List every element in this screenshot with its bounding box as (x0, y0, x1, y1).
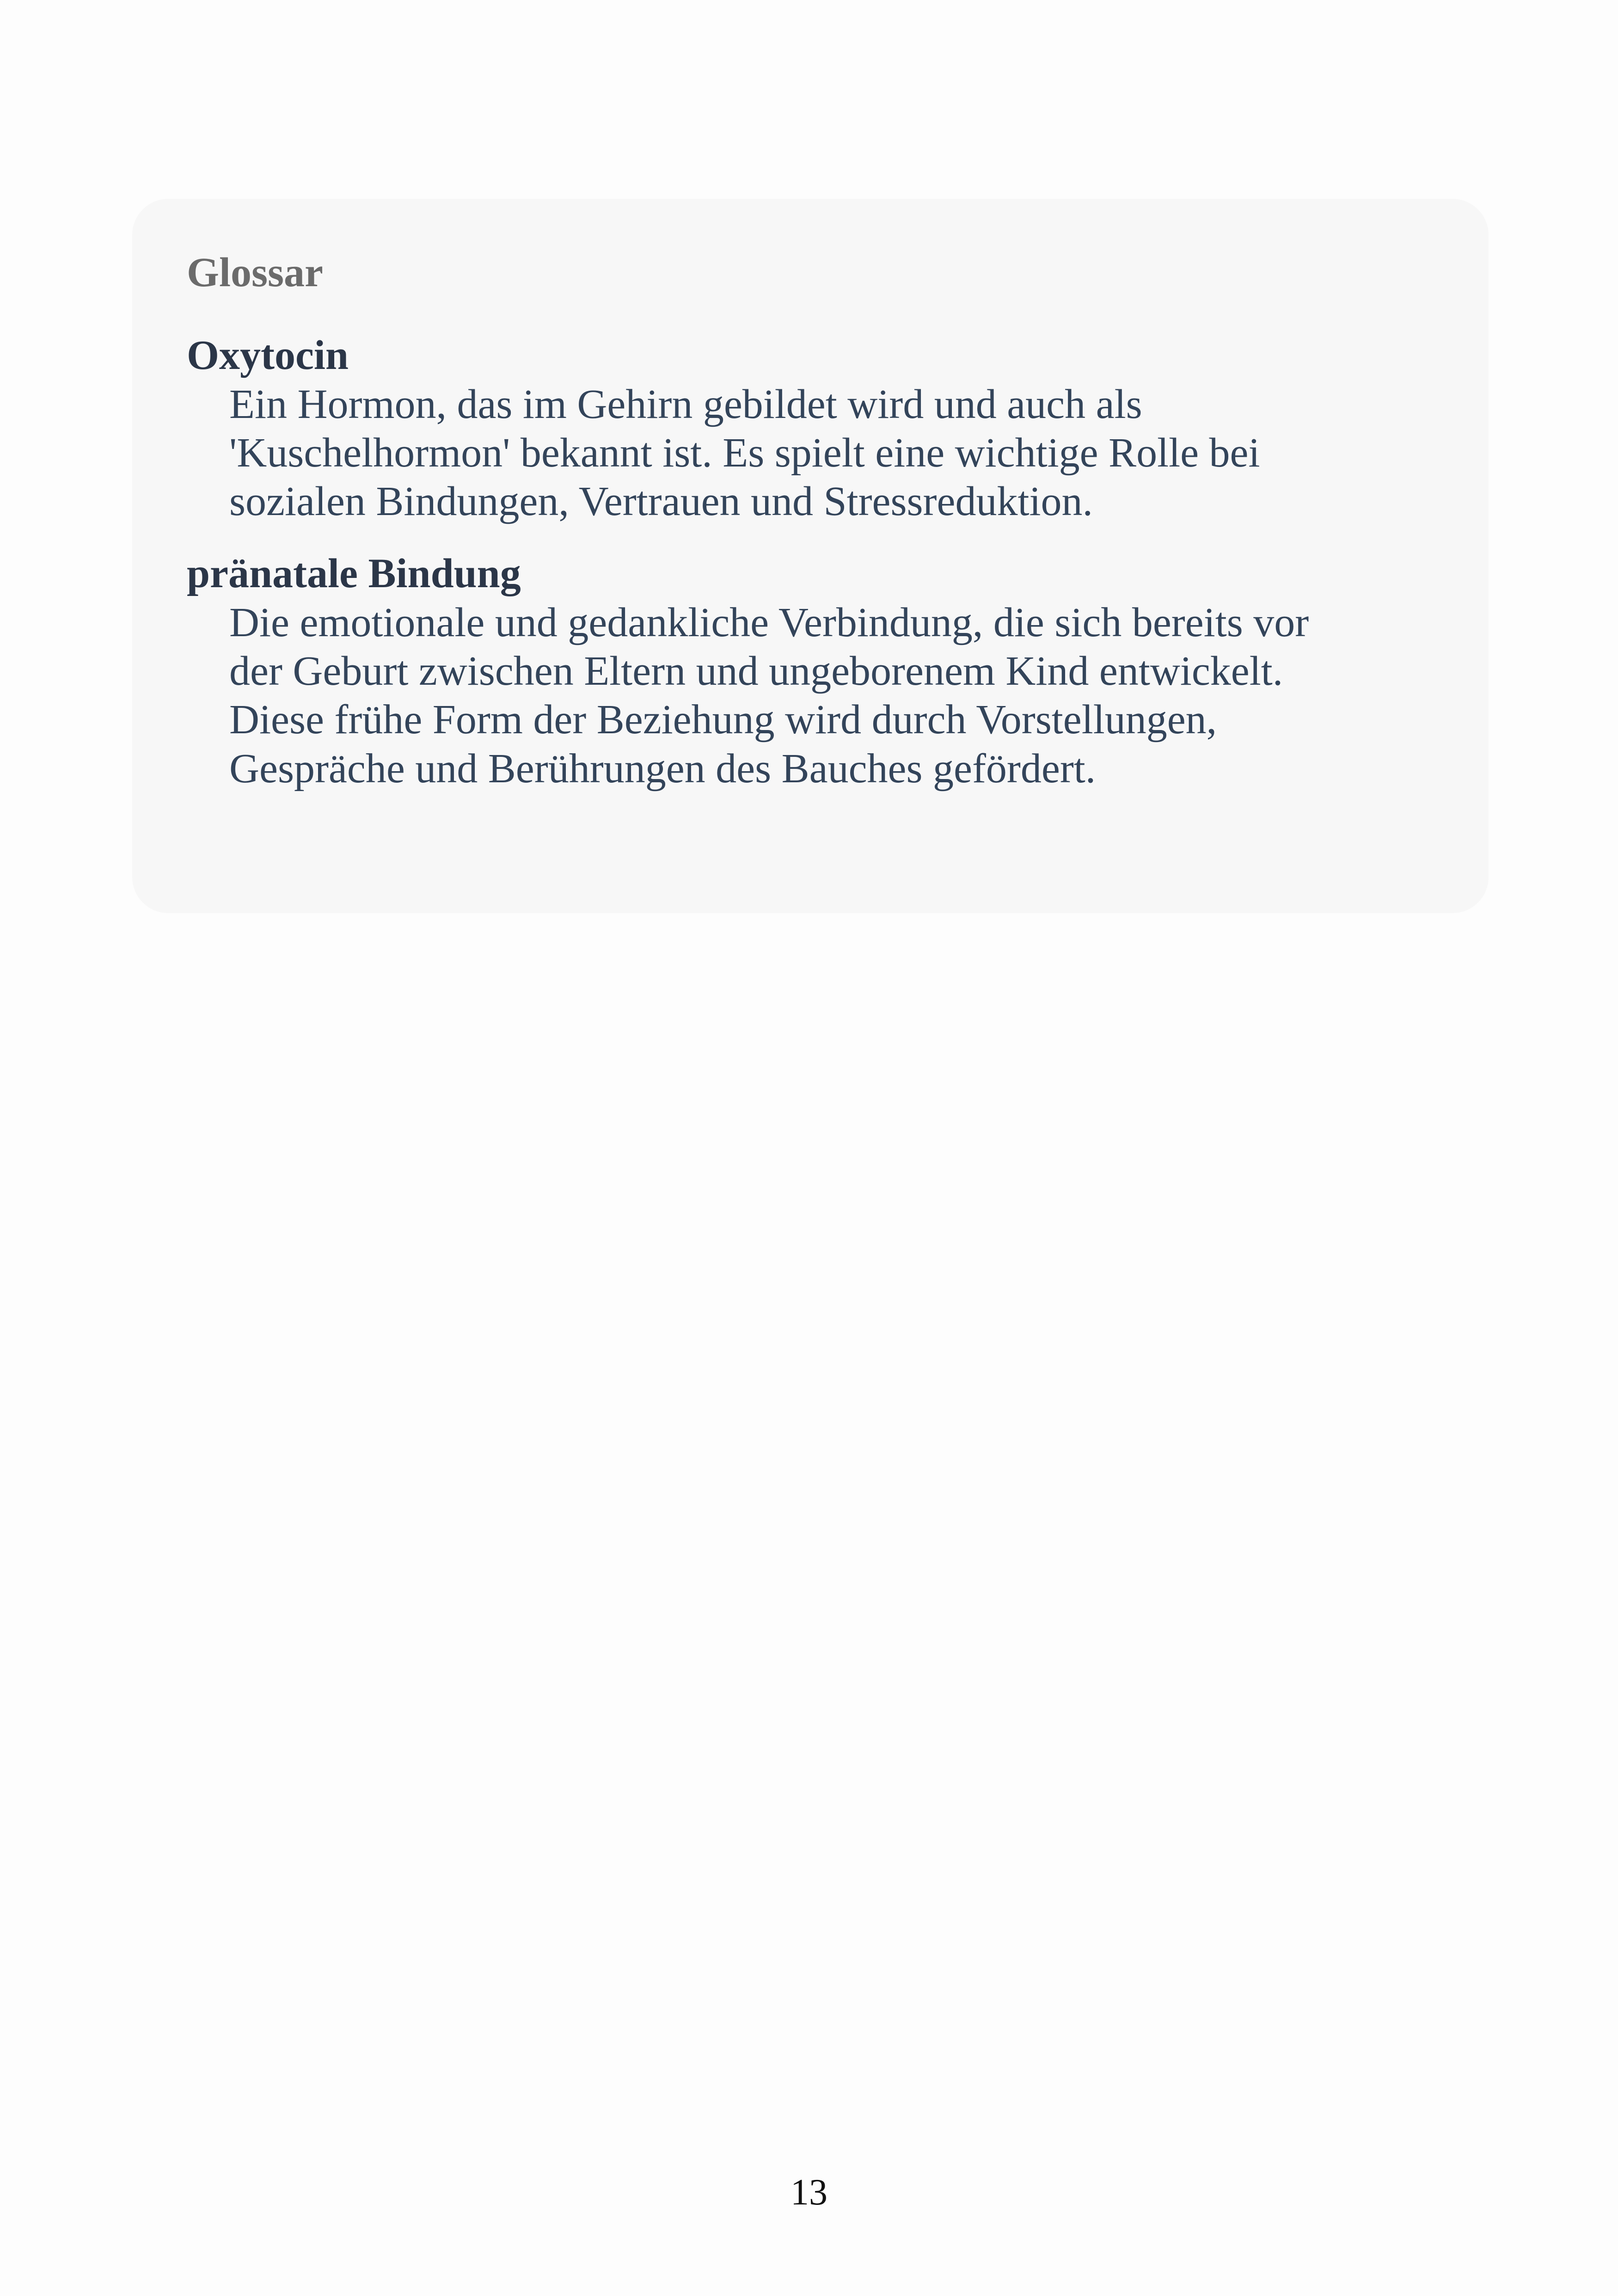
glossary-term: Oxytocin (187, 332, 349, 378)
glossary-entry-oxytocin (187, 331, 1433, 526)
glossary-entry-praenatale-bindung (187, 549, 1433, 793)
definition-line: 'Kuschelhormon' bekannt ist. Es spielt eine wichtige Rolle bei (229, 430, 1260, 476)
definition-line: der Geburt zwischen Eltern und ungeborenem Kind entwickelt. (229, 648, 1283, 694)
definition-line: Ein Hormon, das im Gehirn gebildet wird und auch als (229, 381, 1142, 427)
glossary-definition (229, 598, 1433, 793)
definition-line: Die emotionale und gedankliche Verbindung, die sich bereits vor (229, 599, 1309, 645)
definition-line: Gespräche und Berührungen des Bauches gefördert. (229, 745, 1096, 792)
definition-line: sozialen Bindungen, Vertrauen und Stressreduktion. (229, 479, 1093, 525)
page-number: 13 (791, 2172, 827, 2213)
glossary-heading: Glossar (187, 250, 324, 295)
glossary-definition (229, 380, 1433, 526)
glossary-box (132, 199, 1489, 913)
glossary-entry-list (187, 331, 1433, 793)
glossary-term: pränatale Bindung (187, 550, 521, 596)
definition-line: Diese frühe Form der Beziehung wird durch Vorstellungen, (229, 697, 1217, 743)
